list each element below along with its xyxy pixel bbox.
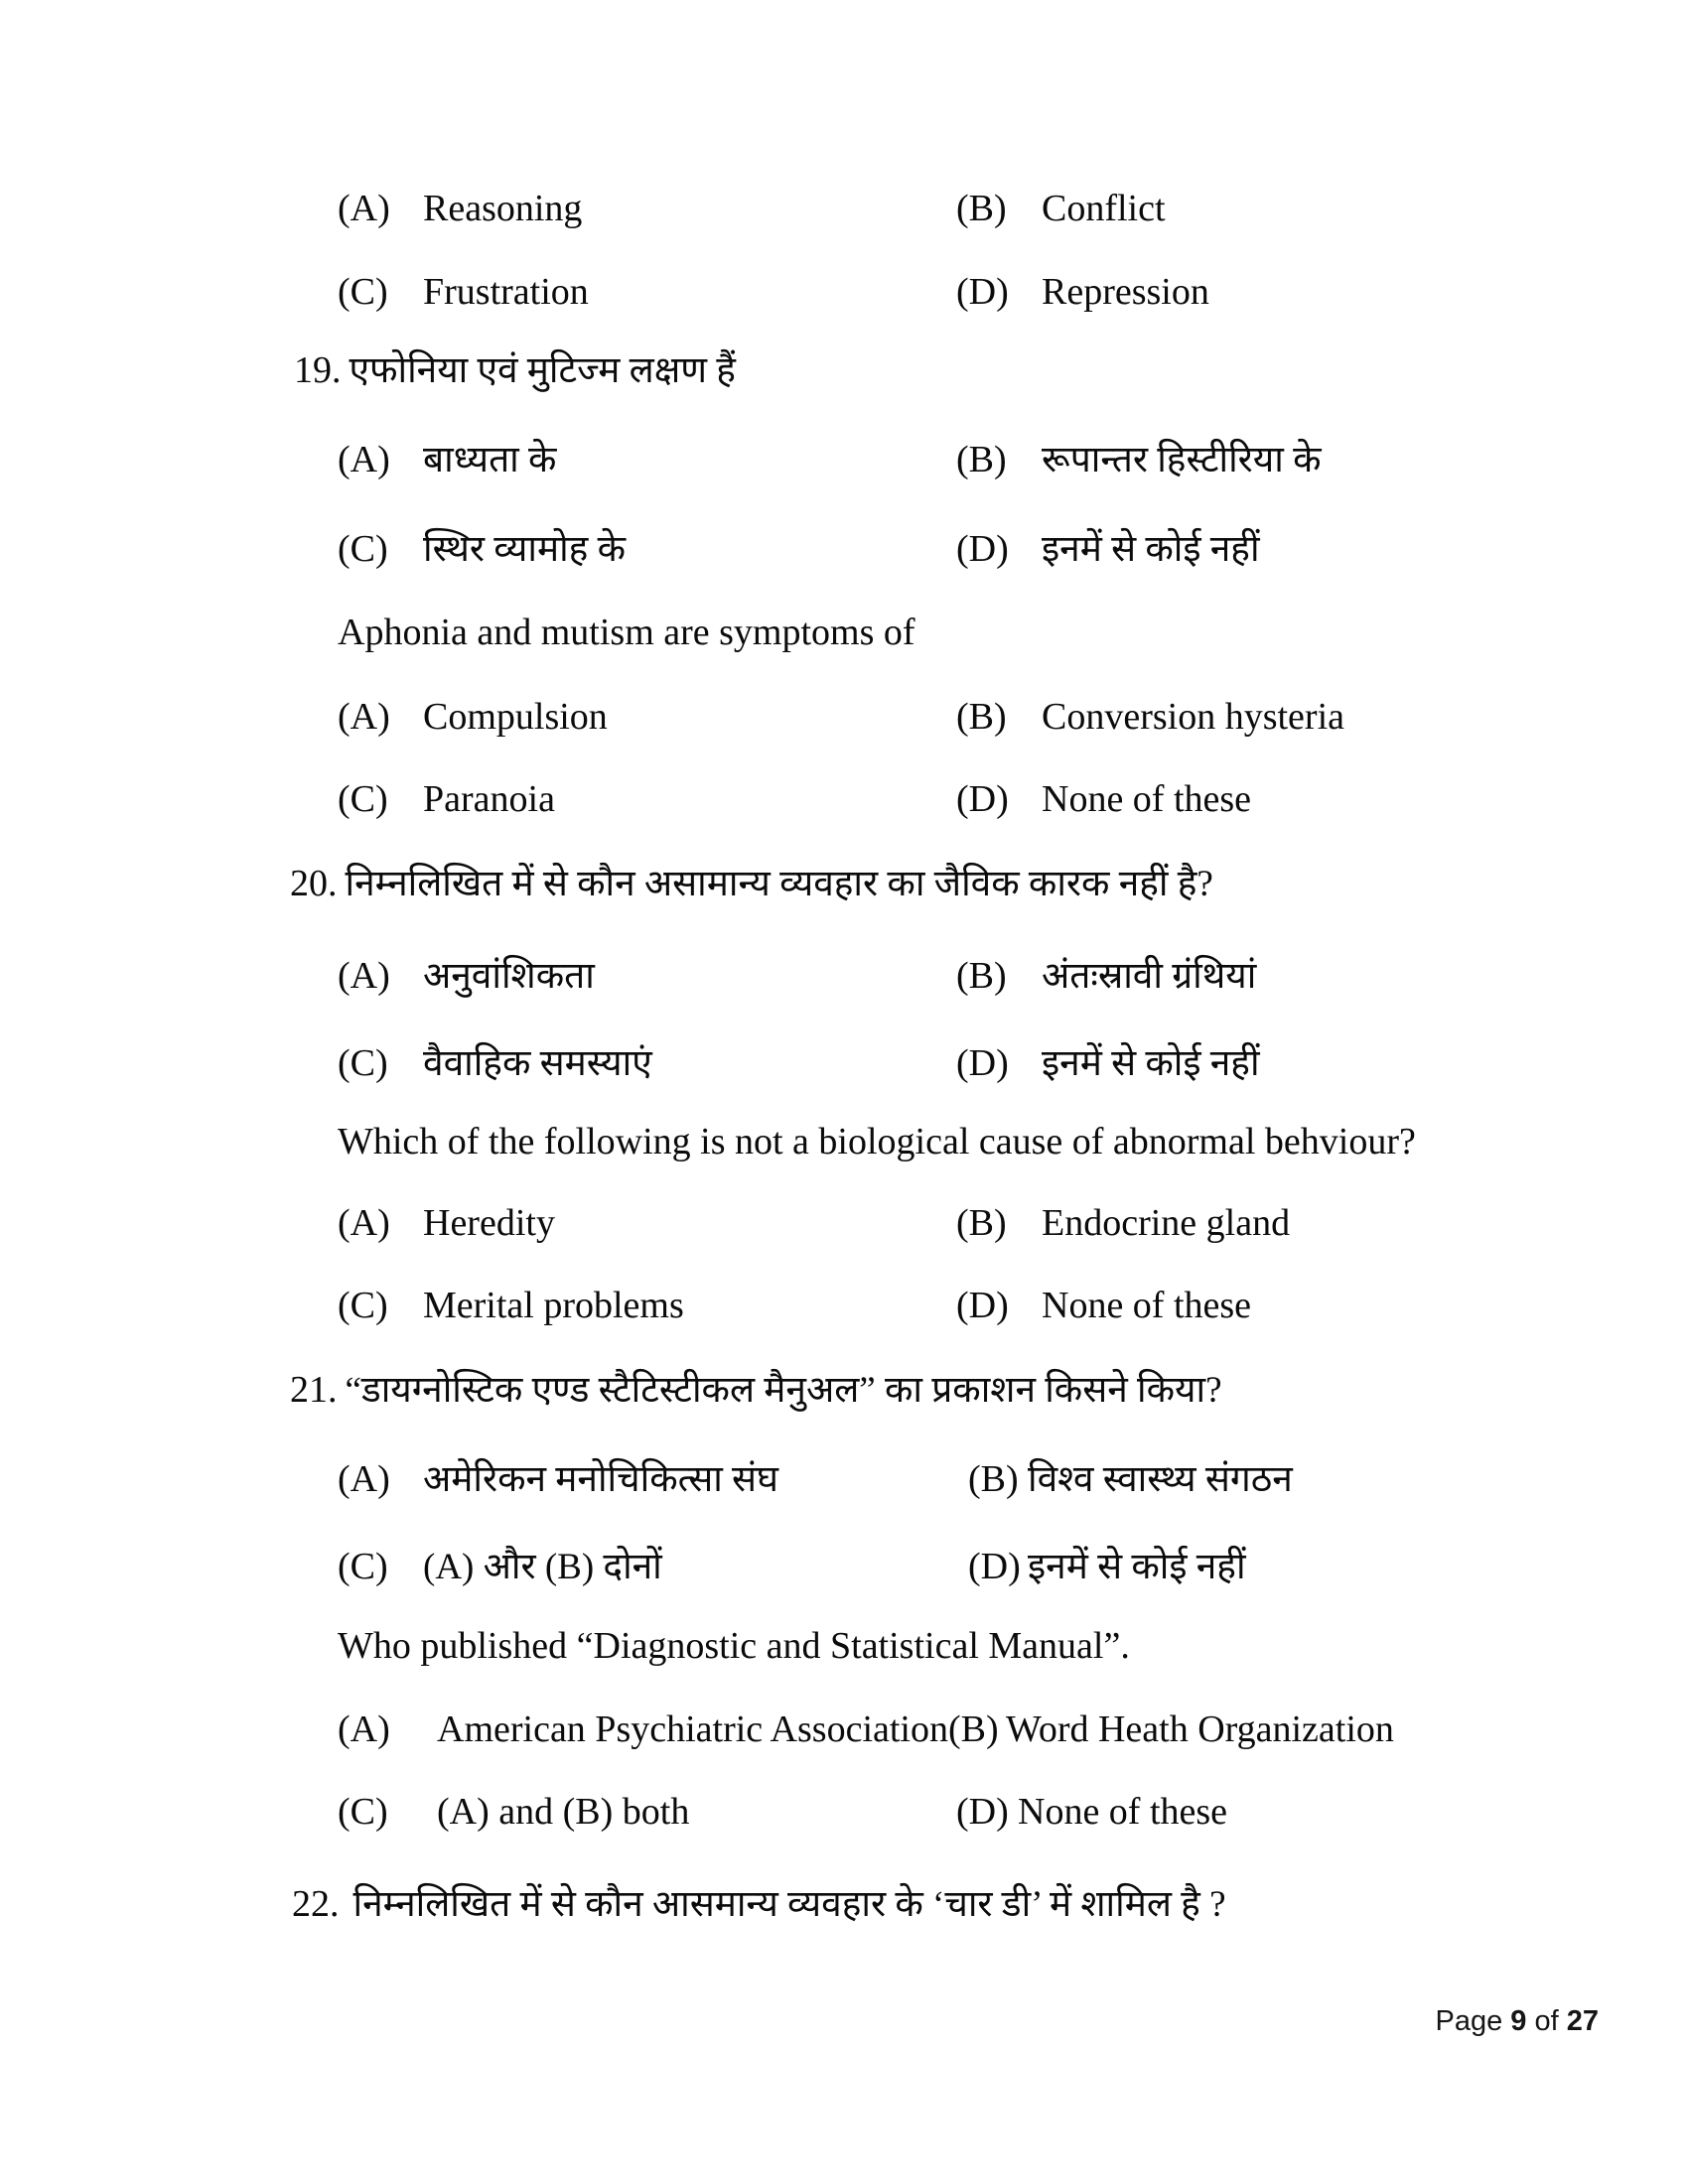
option-row [968, 1451, 1293, 1502]
question-number: 21. [290, 1369, 338, 1411]
option-row [338, 1539, 662, 1589]
option-label: (D) [956, 1285, 1009, 1326]
option-text: इनमें से कोई नहीं [1028, 1547, 1246, 1587]
option-label: (D) [968, 1546, 1021, 1587]
option-text: Endocrine gland [1042, 1202, 1291, 1244]
option-text: अमेरिकन मनोचिकित्सा संघ [423, 1459, 778, 1500]
option-label: (B) [956, 188, 1007, 229]
option-text: स्थिर व्यामोह के [423, 529, 626, 570]
option-text: अंतःस्रावी ग्रंथियां [1042, 956, 1257, 997]
option-label: (A) [338, 188, 390, 229]
option-label: (C) [338, 1791, 388, 1833]
option-label: (C) [338, 271, 388, 313]
option-text: None of these [1042, 1285, 1252, 1326]
option-row [338, 1707, 948, 1751]
option-row [338, 270, 589, 314]
option-text: बाध्यता के [423, 440, 557, 480]
option-label: (D) [956, 528, 1009, 570]
option-row [338, 1790, 689, 1834]
option-text: अनुवांशिकता [423, 956, 595, 997]
option-label: (C) [338, 1042, 388, 1084]
option-label: (A) [338, 696, 390, 738]
option-text: वैवाहिक समस्याएं [423, 1043, 652, 1084]
option-label: (B) [956, 1202, 1007, 1244]
option-text: इनमें से कोई नहीं [1042, 529, 1260, 570]
option-row [956, 1284, 1251, 1327]
option-text: Paranoia [423, 778, 555, 820]
option-label: (A) [338, 1708, 390, 1750]
option-row [956, 1035, 1260, 1086]
option-text: Compulsion [423, 696, 608, 738]
option-text: (A) और (B) दोनों [423, 1547, 662, 1587]
option-label: (D) [956, 1042, 1009, 1084]
question-number: 20. [290, 863, 338, 904]
option-row [338, 695, 608, 739]
option-row [948, 1707, 1394, 1751]
option-row [338, 1201, 555, 1245]
option-label: (C) [338, 1285, 388, 1326]
question-stem-text: निम्नलिखित में से कौन आसमान्य व्यवहार के ‘चार डी’ में शामिल है ? [352, 1884, 1226, 1925]
option-row [338, 187, 582, 230]
footer-prefix: Page [1435, 2005, 1503, 2037]
option-label: (B) [968, 1458, 1019, 1500]
option-text: None of these [1018, 1791, 1228, 1833]
option-label: (D) [956, 1791, 1009, 1833]
footer-total-pages: 27 [1566, 2005, 1599, 2037]
option-row [338, 432, 556, 482]
option-row [956, 270, 1209, 314]
option-text: Repression [1042, 271, 1209, 313]
footer-page-number: 9 [1510, 2005, 1527, 2037]
option-label: (B) [956, 439, 1007, 480]
option-text: रूपान्तर हिस्टीरिया के [1042, 440, 1322, 480]
option-row [956, 948, 1256, 999]
page-footer [1435, 2005, 1599, 2038]
question-21-stem-english: Who published “Diagnostic and Statistical Manual”. [338, 1625, 1130, 1667]
option-text: Conflict [1042, 188, 1166, 229]
question-20-stem-hindi [290, 856, 1213, 906]
option-row [338, 1284, 684, 1327]
footer-middle: of [1534, 2005, 1559, 2037]
option-label: (C) [338, 528, 388, 570]
option-row [968, 1539, 1246, 1589]
option-row [956, 1790, 1227, 1834]
question-stem-text: निम्नलिखित में से कौन असामान्य व्यवहार का जैविक कारक नहीं है? [345, 864, 1213, 904]
option-text: Frustration [423, 271, 589, 313]
option-text: Conversion hysteria [1042, 696, 1345, 738]
option-text: Merital problems [423, 1285, 684, 1326]
option-row [338, 1035, 652, 1086]
question-number: 22. [292, 1883, 340, 1925]
option-label: (A) [338, 955, 390, 997]
option-label: (C) [338, 778, 388, 820]
option-row [956, 521, 1260, 572]
option-text: Heredity [423, 1202, 555, 1244]
option-row [956, 187, 1166, 230]
question-number: 19. [294, 349, 342, 391]
question-21-stem-hindi [290, 1362, 1222, 1413]
option-text: American Psychiatric Association [437, 1708, 948, 1750]
option-label: (B) [956, 696, 1007, 738]
option-label: (D) [956, 271, 1009, 313]
option-row [956, 1201, 1290, 1245]
option-text: None of these [1042, 778, 1252, 820]
question-stem-text: एफोनिया एवं मुटिज्म लक्षण हैं [349, 350, 736, 391]
option-label: (A) [338, 439, 390, 480]
option-row [338, 521, 626, 572]
option-row [956, 777, 1251, 821]
option-row [338, 777, 555, 821]
option-label: (D) [956, 778, 1009, 820]
question-stem-text: “डायग्नोस्टिक एण्ड स्टैटिस्टीकल मैनुअल” का प्रकाशन किसने किया? [345, 1370, 1222, 1411]
option-row [956, 432, 1322, 482]
option-row [956, 695, 1344, 739]
option-text: इनमें से कोई नहीं [1042, 1043, 1260, 1084]
question-19-stem-english: Aphonia and mutism are symptoms of [338, 612, 915, 653]
option-label: (C) [338, 1546, 388, 1587]
question-20-stem-english: Which of the following is not a biological cause of abnormal behviour? [338, 1121, 1416, 1162]
option-row [338, 1451, 778, 1502]
option-text: (A) and (B) both [437, 1791, 690, 1833]
option-text: विश्व स्वास्थ्य संगठन [1028, 1459, 1293, 1500]
option-text: Word Heath Organization [1006, 1708, 1394, 1750]
question-22-stem-hindi [292, 1876, 1226, 1927]
option-row [338, 948, 595, 999]
option-label: (B) [956, 955, 1007, 997]
option-label: (A) [338, 1458, 390, 1500]
option-label: (A) [338, 1202, 390, 1244]
option-text: Reasoning [423, 188, 583, 229]
question-19-stem-hindi [294, 342, 736, 393]
option-label: (B) [948, 1708, 999, 1750]
